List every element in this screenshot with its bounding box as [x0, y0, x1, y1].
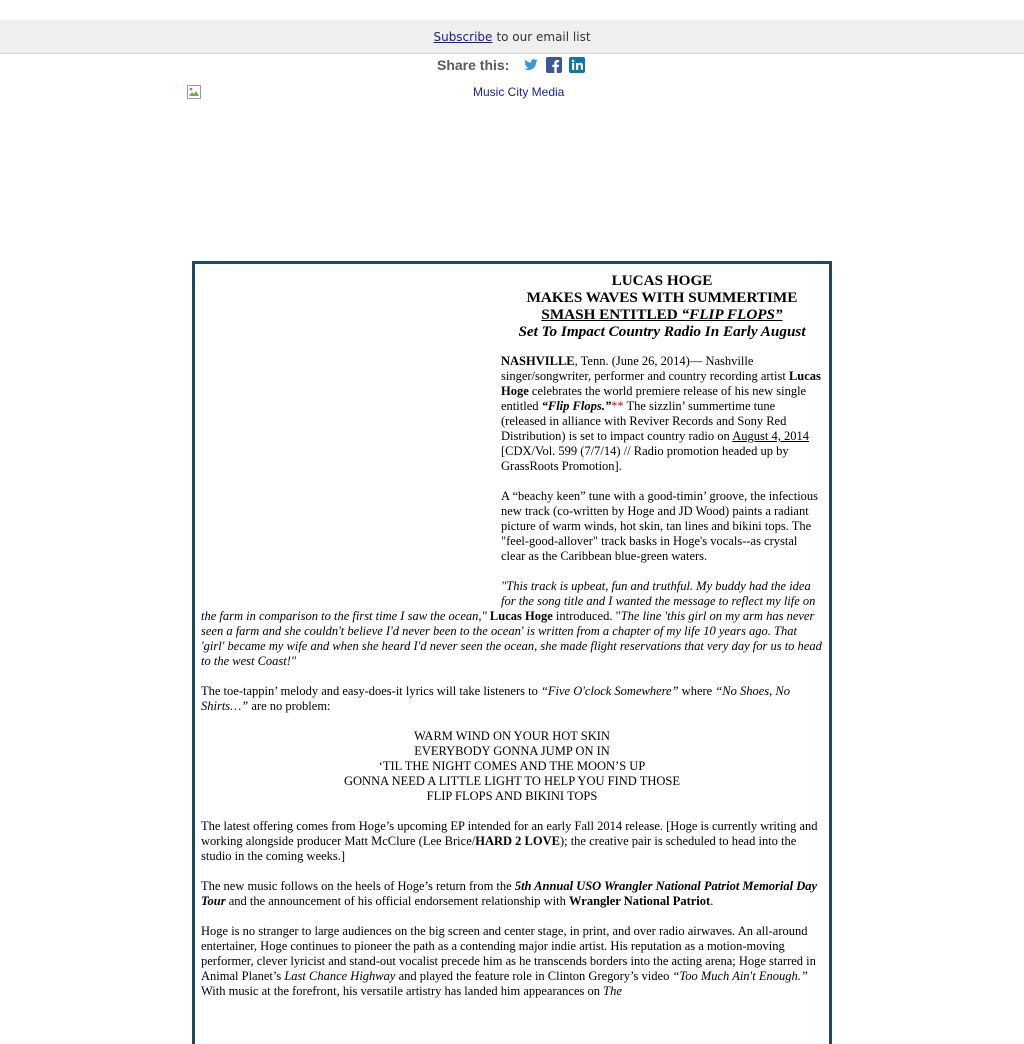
lyric-line: ‘TIL THE NIGHT COMES AND THE MOON’S UP — [378, 759, 646, 773]
lyric-line: EVERYBODY GONNA JUMP ON IN — [414, 744, 610, 758]
headline-line2: MAKES WAVES WITH SUMMERTIME — [526, 289, 798, 306]
lyric-line: FLIP FLOPS AND BIKINI TOPS — [426, 789, 598, 803]
linkedin-icon[interactable] — [569, 57, 585, 73]
image-placeholder — [201, 272, 501, 597]
share-bar — [437, 55, 592, 75]
facebook-icon[interactable] — [546, 57, 562, 73]
headline-line3: SMASH ENTITLED “FLIP FLOPS” — [541, 306, 783, 323]
paragraph-2: A “beachy keen” tune with a good-timin’ groove, the infectious new track (co-written by Hoge and JD Wood) paints a radiant picture of warm winds, hot skin, tan lines and bikini tops. The "feel-good-allover" track basks in Hoge's vocals--as crystal clear as the Caribbean blue-green waters. — [501, 489, 819, 563]
subscribe-link[interactable]: Subscribe — [433, 29, 493, 44]
paragraph-5: The latest offering comes from Hoge’s upcoming EP intended for an early Fall 2014 release. [Hoge is currently writing and working alongside producer Matt McClure (Lee Brice/HARD 2 LOVE); the creative pair is scheduled to head into the studio in the coming weeks.] — [201, 819, 818, 863]
paragraph-4: The toe-tappin’ melody and easy-does-it lyrics will take listeners to “Five O'clock Somewhere” where “No Shoes, No Shirts…” are no problem: — [201, 684, 791, 713]
subscribe-bar — [0, 20, 1024, 54]
press-release-body — [201, 272, 823, 1014]
twitter-icon[interactable] — [523, 57, 539, 73]
paragraph-7: Hoge is no stranger to large audiences on the big screen and center stage, in print, and over radio airwaves. An all-around entertainer, Hoge continues to pioneer the path as a contending major indie artist. His reputation as a motion-moving performer, clever lyricist and stand-out vocalist precede him as he transcends borders into the acting arena; Hoge starred in Animal Planet’s Last Chance Highway and played the feature role in Clinton Gregory’s video “Too Much Ain't Enough.” With music at the forefront, his versatile artistry has landed him appearances on The — [201, 924, 816, 998]
headline-line1: LUCAS HOGE — [611, 272, 713, 289]
logo-row — [186, 84, 826, 104]
lyrics-block — [201, 729, 823, 804]
press-release-frame — [192, 261, 832, 1044]
paragraph-6: The new music follows on the heels of Hoge’s return from the 5th Annual USO Wrangler National Patriot Memorial Day Tour and the announcement of his official endorsement relationship with Wrangler National Patriot. — [201, 879, 818, 908]
lyric-line: GONNA NEED A LITTLE LIGHT TO HELP YOU FIND THOSE — [344, 774, 680, 788]
subscribe-text: to our email list — [496, 29, 591, 44]
share-label: Share this: — [437, 57, 510, 73]
paragraph-1: NASHVILLE, Tenn. (June 26, 2014)— Nashville singer/songwriter, performer and country recording artist Lucas Hoge celebrates the world premiere release of his new single entitled “Flip Flops.”** The sizzlin’ summertime tune (released in alliance with Reviver Records and Sony Red Distribution) is set to impact country radio on August 4, 2014 [CDX/Vol. 599 (7/7/14) // Radio promotion headed up by GrassRoots Promotion]. — [501, 354, 821, 473]
lyric-line: WARM WIND ON YOUR HOT SKIN — [414, 729, 610, 743]
broken-image-icon — [187, 85, 201, 99]
logo-link[interactable]: Music City Media — [473, 85, 565, 99]
headline-subhead: Set To Impact Country Radio In Early August — [518, 323, 806, 340]
paragraph-3: "This track is upbeat, fun and truthful. My buddy had the idea for the song title and I wanted the message to reflect my life on the farm in comparison to the first time I saw the ocean," Lucas Hoge introduced. "The line 'this girl on my arm has never seen a farm and she couldn't believe I'd never been to the ocean' is written from a chapter of my life 10 years ago. That 'girl' became my wife and when she heard I'd never seen the ocean, she made flight reservations that very day for us to head to the west Coast!" — [201, 579, 822, 668]
